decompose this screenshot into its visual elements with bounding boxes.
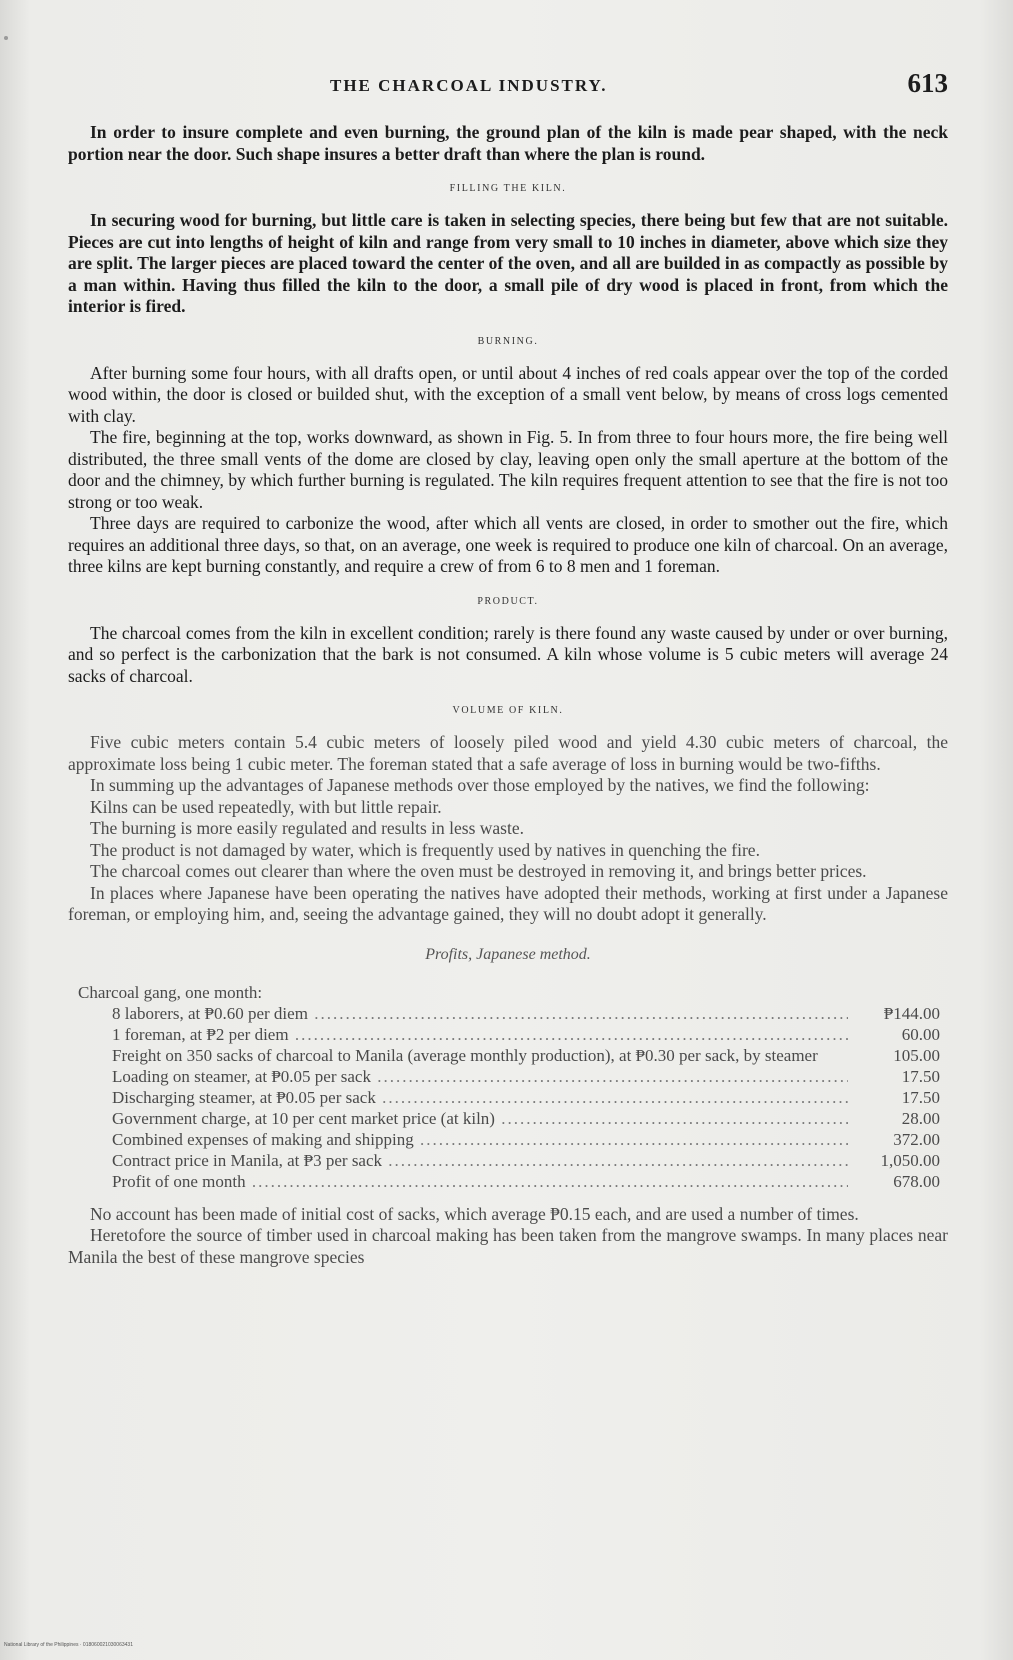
paragraph: In summing up the advantages of Japanese methods over those employed by the natives, we find the following:: [90, 775, 870, 795]
scan-smudge: [4, 36, 8, 40]
ledger-amount: 28.00: [901, 1108, 940, 1128]
paragraph: The charcoal comes from the kiln in excellent condition; rarely is there found any waste caused by under or over burning, and so perfect is the carbonization that the bark is not consumed. A kiln whose volume is 5 cubic meters will average 24 sacks of charcoal.: [68, 622, 948, 686]
paragraph: The fire, beginning at the top, works downward, as shown in Fig. 5. In from three to four hours more, the fire being well distributed, the three small vents of the dome are closed by clay, leaving open only the small aperture at the bottom of the door and the chimney, by which further burning is regulated. The kiln requires frequent attention to see that the fire is not too strong or too weak.: [68, 427, 948, 512]
ledger-label: Contract price in Manila, at ₱3 per sack .....: [68, 1150, 848, 1171]
closing-text: [68, 1204, 948, 1269]
heading-product: PRODUCT.: [477, 595, 539, 607]
ledger-row: [68, 1066, 948, 1087]
page-header: [80, 68, 948, 104]
ledger-amount: 60.00: [901, 1024, 940, 1044]
advantage-item: Kilns can be used repeatedly, with but little repair.: [90, 796, 442, 817]
intro-paragraph: In order to insure complete and even burning, the ground plan of the kiln is made pear shaped, with the neck portion near the door. Such shape insures a better draft than where the plan is round.: [68, 122, 948, 164]
running-title: THE CHARCOAL INDUSTRY.: [330, 76, 608, 95]
paragraph: In securing wood for burning, but little care is taken in selecting species, there being but few that are not suitable. Pieces are cut into lengths of height of kiln and range from very small to 10 inches in diameter, above which size they are split. The larger pieces are placed toward the center of the oven, and all are builded in as compactly as possible by a man within. Having thus filled the kiln to the door, a small pile of dry wood is placed in front, from which the interior is fired.: [68, 210, 948, 316]
heading-volume-of-kiln: VOLUME OF KILN.: [452, 705, 564, 716]
advantage-item: The charcoal comes out clearer than where the oven must be destroyed in removing it, and brings better prices.: [90, 861, 867, 881]
ledger-amount: 1,050.00: [880, 1150, 940, 1170]
heading-burning: BURNING.: [477, 335, 539, 347]
paragraph: Three days are required to carbonize the wood, after which all vents are closed, in order to smother out the fire, which requires an additional three days, so that, on an average, one week is required to produce one kiln of charcoal. On an average, three kilns are kept burning constantly, and require a crew of from 6 to 8 men and 1 foreman.: [68, 513, 948, 576]
ledger-label: Loading on steamer, at ₱0.05 per sack .....: [68, 1066, 848, 1087]
advantage-item: The burning is more easily regulated and results in less waste.: [90, 818, 524, 838]
ledger-label: Freight on 350 sacks of charcoal to Manila (average monthly production), at ₱0.30 per sack, by steamer: [112, 1045, 818, 1065]
ledger-row: [68, 1045, 948, 1066]
ledger-row: [68, 1171, 948, 1192]
paragraph: No account has been made of initial cost of sacks, which average ₱0.15 each, and are used a number of times.: [90, 1203, 859, 1224]
ledger-row: [68, 1024, 948, 1045]
ledger-amount: 17.50: [901, 1066, 940, 1086]
ledger-intro: Charcoal gang, one month:: [78, 982, 263, 1002]
ledger-label: Combined expenses of making and shipping .....: [68, 1129, 848, 1150]
ledger-row: [68, 1003, 948, 1024]
ledger-row: [68, 1129, 948, 1150]
ledger-row: [68, 1108, 948, 1129]
profits-ledger: [68, 982, 948, 1192]
ledger-amount: ₱144.00: [883, 1003, 940, 1023]
ledger-amount: 17.50: [901, 1087, 940, 1107]
profits-heading: Profits, Japanese method.: [425, 945, 591, 963]
ledger-label: 1 foreman, at ₱2 per diem .....: [68, 1024, 848, 1045]
paragraph: After burning some four hours, with all drafts open, or until about 4 inches of red coals appear over the top of the corded wood within, the door is closed or builded shut, with the exception of a small vent below, by means of cross logs cemented with clay.: [68, 362, 948, 426]
ledger-amount: 678.00: [893, 1171, 940, 1191]
ledger-amount: 372.00: [893, 1129, 940, 1149]
ledger-amount: 105.00: [893, 1045, 940, 1065]
ledger-row: [68, 1150, 948, 1171]
ledger-label: Government charge, at 10 per cent market price (at kiln) .....: [68, 1108, 848, 1129]
body-text: [68, 122, 948, 1268]
advantage-item: The product is not damaged by water, which is frequently used by natives in quenching the fire.: [90, 839, 760, 860]
ledger-label: Profit of one month .....: [68, 1171, 848, 1192]
scan-footer: National Library of the Philippines · 018060021030063431: [4, 1642, 133, 1648]
paragraph: Heretofore the source of timber used in charcoal making has been taken from the mangrove swamps. In many places near Manila the best of these mangrove species: [68, 1225, 948, 1267]
heading-filling-the-kiln: FILLING THE KILN.: [449, 183, 567, 194]
paragraph: Five cubic meters contain 5.4 cubic meters of loosely piled wood and yield 4.30 cubic meters of charcoal, the approximate loss being 1 cubic meter. The foreman stated that a safe average of loss in burning would be two-fifths.: [68, 732, 948, 774]
ledger-label: 8 laborers, at ₱0.60 per diem .....: [68, 1003, 848, 1024]
ledger-label: Discharging steamer, at ₱0.05 per sack .....: [68, 1087, 848, 1108]
page-number: 613: [907, 68, 948, 98]
ledger-row: [68, 1087, 948, 1108]
paragraph: In places where Japanese have been operating the natives have adopted their methods, working at first under a Japanese foreman, or employing him, and, seeing the advantage gained, they will no doubt adopt it generally.: [68, 882, 948, 924]
